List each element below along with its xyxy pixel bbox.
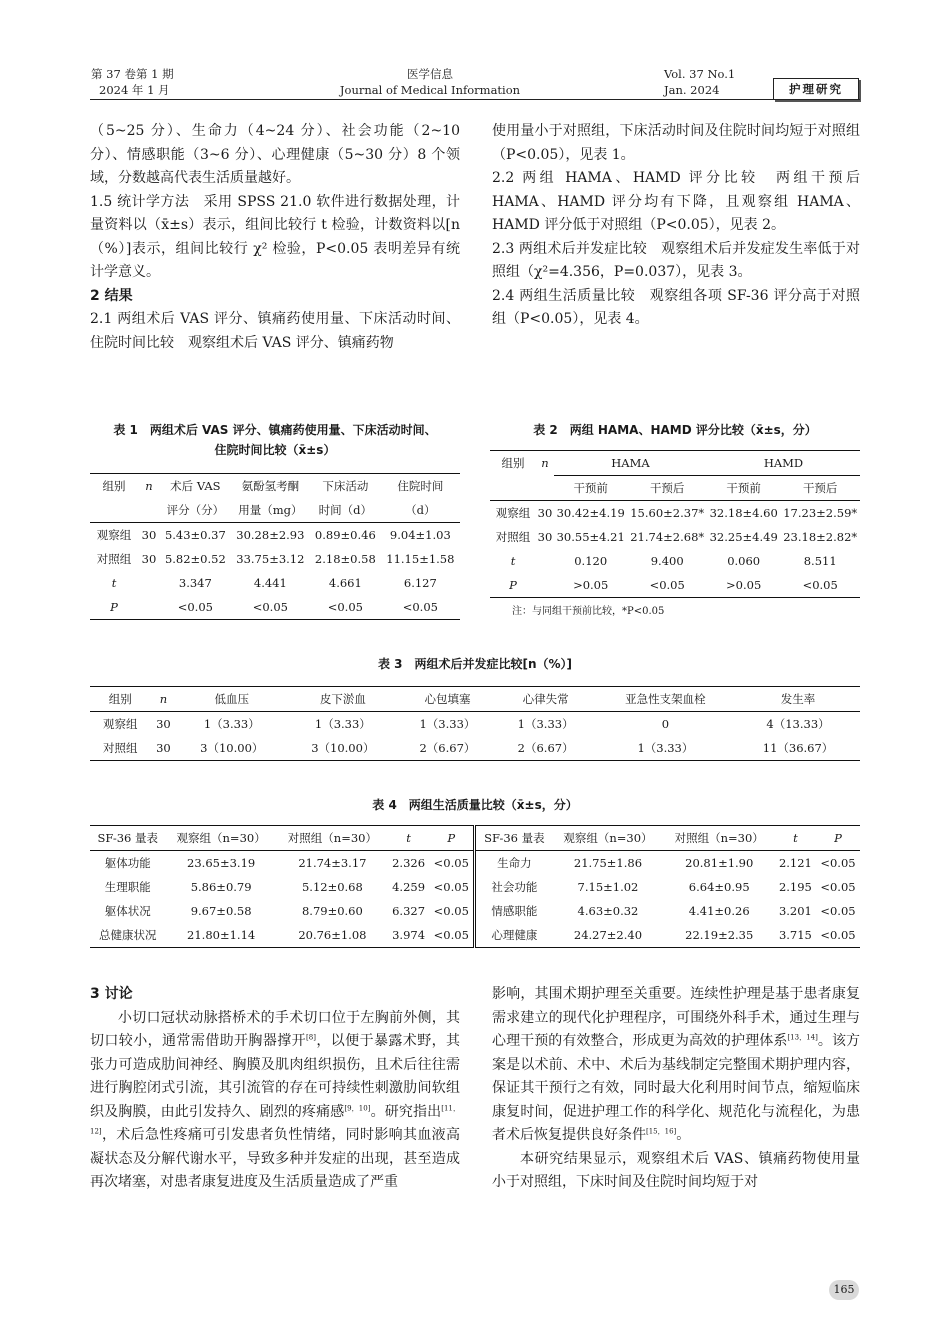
t1-header-hospital: 住院时间 [397, 479, 444, 493]
table4-caption: 表 4 两组生活质量比较（x̄±s，分） [372, 798, 578, 812]
t2-header-hamd: HAMD [707, 451, 860, 476]
table-row: 躯体功能 23.65±3.19 21.74±3.17 2.326 <0.05 生命力 21.75±1.86 20.81±1.90 2.121 <0.05 [90, 851, 860, 876]
table1-caption: 表 1 两组术后 VAS 评分、镇痛药使用量、下床活动时间、 住院时间比较（x̄±s） [113, 423, 437, 457]
table-row: t 0.120 9.400 0.060 8.511 [510, 554, 837, 568]
citation: [13，14] [787, 1033, 818, 1042]
t1-header-vas: 术后 VAS [170, 479, 221, 493]
result-2-1-cont: 使用量小于对照组，下床活动时间及住院时间均短于对照组（P<0.05），见表 1。 [492, 123, 860, 163]
table2 [490, 450, 860, 598]
table-row: 观察组 30 30.42±4.19 15.60±2.37* 32.18±4.60 17.23±2.59* [495, 506, 858, 520]
table2-caption: 表 2 两组 HAMA、HAMD 评分比较（x̄±s，分） [533, 423, 817, 437]
right-column-top [492, 120, 860, 332]
statistics-paragraph: 1.5 统计学方法 采用 SPSS 21.0 软件进行数据处理，计量资料以（x̄±s）表示，组间比较行 t 检验，计数资料以[n（%）]表示，组间比较行 χ² 检验，P<0.05 表明差异有统计学意义。 [90, 193, 460, 280]
table-row: 总健康状况 21.80±1.14 20.76±1.08 3.974 <0.05 心理健康 24.27±2.40 22.19±2.35 3.715 <0.05 [90, 923, 860, 948]
result-2-2-paragraph: 2.2 两组 HAMA、HAMD 评分比较 两组干预后 HAMA、HAMD 评分均有下降，且观察组 HAMA、HAMD 评分低于对照组（P<0.05），见表 2。 [492, 170, 860, 233]
table4: SF-36 量表 观察组（n=30） 对照组（n=30） t P SF-36 量表 观察组（n=30） 对照组（n=30） t P 躯体功能 23.65±3.19 21.74±3.17 2.326 <0.05 生命力 21.75±1.86 20.81±1.90 2.121 <0.05 生理职能 5.86±0.79 5.12±0.68 4.259 <0.05 社会功能 7.15±1.02 6.64±0.95 2.195 <0.05 躯体状况 9.67±0.58 8.79±0.60 6.327 <0.05 情感职能 4.63±0.32 4.41±0.26 3.201 <0.05 总健康状况 21.80±1.14 20.76±1.08 3.974 <0.05 心理健康 24.27±2.40 22.19±2.35 3.715 <0.05 [90, 825, 860, 948]
citation: [9，10] [344, 1103, 371, 1112]
t2-header-hamd-post: 干预后 [802, 481, 838, 495]
citation: [15，16] [646, 1127, 677, 1136]
t1-header-activity: 下床活动 [322, 479, 369, 493]
table-row: 躯体状况 9.67±0.58 8.79±0.60 6.327 <0.05 情感职能 4.63±0.32 4.41±0.26 3.201 <0.05 [90, 899, 860, 923]
journal-volume: 第 37 卷第 1 期 2024 年 1 月 [91, 67, 174, 97]
discussion-paragraph-1: 小切口冠状动脉搭桥术的手术切口位于左胸前外侧，其切口较小，通常需借助开胸器撑开[8]，以便于暴露术野，其张力可造成肋间神经、胸膜及肌肉组织损伤，且术后往往需进行胸腔闭式引流，其引流管的存在可持续性刺激肋间软组织及胸膜，由此引发持久、剧烈的疼痛感[9，10]。研究指出[11，12]，术后急性疼痛可引发患者负性情绪，同时影响其血液高凝状态及分解代谢水平，导致多种并发症的出现，甚至造成再次堵塞，对患者康复进度及生活质量造成了严重 [90, 1009, 461, 1190]
table2-note: 注：与同组干预前比较，*P<0.05 [512, 606, 665, 617]
journal-title: 医学信息 Journal of Medical Information [339, 67, 521, 97]
t2-header-hamd-pre: 干预前 [726, 481, 761, 495]
table-row: 对照组 30 30.55±4.21 21.74±2.68* 32.25±4.49 23.18±2.82* [495, 530, 858, 544]
t1-header-group: 组别 [102, 479, 126, 493]
table-row: 对照组 30 5.82±0.52 33.75±3.12 2.18±0.58 11.15±1.58 [96, 552, 455, 566]
t1-header-n: n [145, 479, 153, 493]
section-tag: 护理研究 [773, 78, 859, 100]
table-row: P <0.05 <0.05 <0.05 <0.05 [90, 595, 460, 620]
citation: [11，12] [90, 1103, 461, 1136]
t2-header-hama-pre: 干预前 [573, 481, 608, 495]
table-row: 生理职能 5.86±0.79 5.12±0.68 4.259 <0.05 社会功能 7.15±1.02 6.64±0.95 2.195 <0.05 [90, 875, 860, 899]
t1-header-hospital-unit: （d） [405, 503, 436, 517]
left-column-top [90, 120, 460, 355]
t2-header-n: n [541, 456, 549, 471]
table1 [90, 473, 460, 620]
t1-header-drug: 氨酚氢考酮 [241, 479, 300, 493]
table-row: 观察组 30 1（3.33） 1（3.33） 1（3.33） 1（3.33） 0 4（13.33） [103, 717, 830, 731]
result-2-3-paragraph: 2.3 两组术后并发症比较 观察组术后并发症发生率低于对照组（χ²=4.356，P=0.037），见表 3。 [492, 240, 860, 280]
discussion-right [492, 983, 860, 1195]
results-heading: 2 结果 [90, 287, 133, 304]
t2-header-hama-post: 干预后 [649, 481, 685, 495]
header-rule [90, 99, 860, 100]
discussion-paragraph-2: 本研究结果显示，观察组术后 VAS、镇痛药物使用量小于对照组，下床时间及住院时间均短于对 [492, 1150, 860, 1190]
table-row: P >0.05 <0.05 >0.05 <0.05 [490, 573, 860, 598]
t1-header-drug-unit: 用量（mg） [238, 503, 303, 517]
journal-volume-en: Vol. 37 No.1 Jan. 2024 [664, 67, 736, 97]
table3-caption: 表 3 两组术后并发症比较[n（%）] [377, 657, 573, 671]
t1-header-vas-unit: 评分（分） [166, 503, 225, 517]
t2-header-group: 组别 [501, 456, 525, 471]
discussion-paragraph-1-cont: 影响，其围术期护理至关重要。连续性护理是基于患者康复需求建立的现代化护理程序，可围绕外科手术，通过生理与心理干预的有效整合，形成更为高效的护理体系[13，14]。该方案是以术前、术中、术后为基线制定完整围术期护理内容，保证其干预行之有效，同时最大化利用时间节点，缩短临床康复时间，促进护理工作的科学化、规范化与流程化，为患者术后恢复提供良好条件[15，16]。 [492, 986, 861, 1143]
page-number: 165 [829, 1280, 859, 1300]
table-row: 对照组 30 3（10.00） 3（10.00） 2（6.67） 2（6.67） 1（3.33） 11（36.67） [90, 736, 860, 761]
t1-header-activity-unit: 时间（d） [318, 503, 373, 517]
discussion-left [90, 983, 460, 1195]
sf36-domains-paragraph: （5~25 分）、生命力（4~24 分）、社会功能（2~10 分）、情感职能（3~6 分）、心理健康（5~30 分）8 个领域，分数越高代表生活质量越好。 [90, 123, 460, 186]
discussion-heading: 3 讨论 [90, 986, 133, 1002]
table3: 组别 n 低血压 皮下淤血 心包填塞 心律失常 亚急性支架血栓 发生率 观察组 30 1（3.33） 1（3.33） 1（3.33） 1（3.33） 0 4（13.33） 对照组 30 3（10.00） 3（10.00） 2（6.67） 2（6.67） 1（3.33） 11（36.67） [90, 686, 860, 761]
table-row: 观察组 30 5.43±0.37 30.28±2.93 0.89±0.46 9.04±1.03 [96, 528, 451, 542]
table-row: t 3.347 4.441 4.661 6.127 [111, 576, 437, 590]
result-2-4-paragraph: 2.4 两组生活质量比较 观察组各项 SF-36 评分高于对照组（P<0.05），见表 4。 [492, 287, 860, 327]
citation: [8] [306, 1033, 316, 1042]
t2-header-hama: HAMA [554, 451, 707, 476]
result-2-1-paragraph: 2.1 两组术后 VAS 评分、镇痛药使用量、下床活动时间、住院时间比较 观察组术后 VAS 评分、镇痛药物 [90, 311, 460, 351]
